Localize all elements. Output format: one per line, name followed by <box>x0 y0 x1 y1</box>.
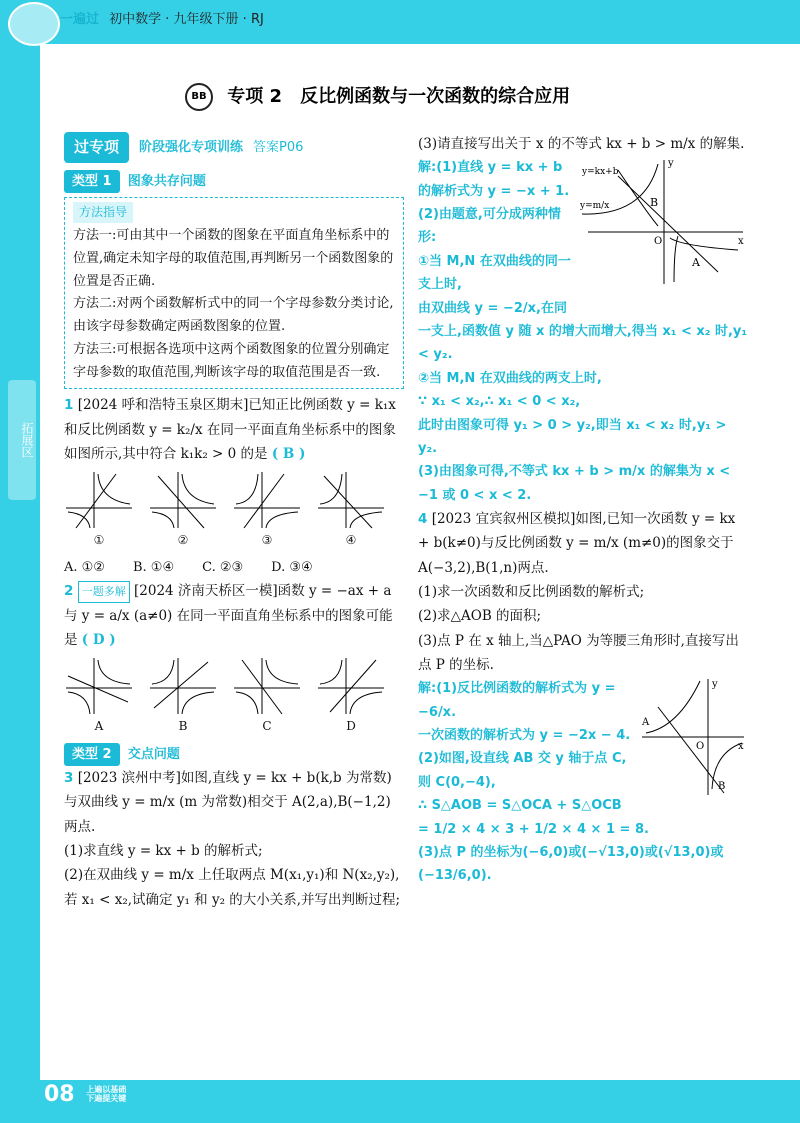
q4-sol-2: 一次函数的解析式为 y = −2x − 4. <box>418 728 631 744</box>
q1-number: 1 <box>64 397 74 414</box>
q2-graph-b <box>148 656 218 738</box>
type2-title: 交点问题 <box>127 746 180 762</box>
q3-number: 3 <box>64 770 74 787</box>
q2-graph-d <box>316 656 386 738</box>
q3-sol-1: 解:(1)直线 y = kx + b 的解析式为 y = −x + 1. <box>418 160 570 199</box>
method-3: 方法三:可根据各选项中这两个函数图象的位置分别确定字母参数的取值范围,判断该字母的取值范围是否一致. <box>73 341 390 380</box>
q3-sol-4: 由双曲线 y = −2/x,在同一支上,函数值 y 随 x 的增大而增大,得当 x₁ < x₂ 时,y₁ < y₂. <box>418 300 748 363</box>
q1-options <box>64 556 404 579</box>
q3-fig-point-b: B <box>650 196 659 210</box>
answer-page-ref: 答案P06 <box>253 139 304 155</box>
type1-label: 类型 1 <box>64 170 120 193</box>
q4-fig-origin: O <box>696 741 705 753</box>
q4-fig-point-a: A <box>642 717 650 729</box>
title-text: 专项 2 反比例函数与一次函数的综合应用 <box>227 86 571 107</box>
section-main-tag: 过专项 <box>64 132 129 163</box>
q1-graph-label-4: ④ <box>345 533 357 548</box>
q3-sol-5: ②当 M,N 在双曲线的两支上时, <box>418 370 602 386</box>
q1-graph-3 <box>232 470 302 552</box>
left-column <box>64 132 404 912</box>
q3-fig-hyper-label: y=m/x <box>580 201 610 212</box>
q4-fig-y-axis: y <box>712 679 718 691</box>
q3-fig-origin: O <box>654 236 663 248</box>
method-1: 方法一:可由其中一个函数的图象在平面直角坐标系中的位置,确定未知字母的取值范围,再判断另一个函数图象的位置是否正确. <box>73 228 394 289</box>
type2-label: 类型 2 <box>64 743 120 766</box>
q1-graph-4 <box>316 470 386 552</box>
section-sub: 阶段强化专项训练 <box>139 139 244 155</box>
q4-part-2: (2)求△AOB 的面积; <box>418 608 542 625</box>
q3-sol-2: (2)由题意,可分成两种情形: <box>418 207 561 246</box>
q1-graph-label-2: ② <box>177 533 189 548</box>
page-header <box>60 8 264 38</box>
brand-name: 一遍过 <box>60 12 100 27</box>
footer-slogan-1: 上遍以基础 <box>86 1085 127 1095</box>
q3-fig-y-axis: y <box>668 158 674 170</box>
page-title <box>185 82 570 111</box>
book-info: 初中数学 · 九年级下册 · RJ <box>109 12 264 27</box>
q3-fig-line-label: y=kx+b <box>582 167 619 178</box>
right-column <box>418 132 748 888</box>
q3-fig-x-axis: x <box>738 236 744 248</box>
type1-header <box>64 169 404 193</box>
q2-text: [2024 济南天桥区一模]函数 y = −ax + a 与 y = a/x (a≠0) 在同一平面直角坐标系中的图象可能是 <box>64 583 393 648</box>
q1-graph-label-1: ① <box>93 533 105 548</box>
q3-figure <box>578 156 748 294</box>
q2-graph-c <box>232 656 302 738</box>
q3-text: [2023 滨州中考]如图,直线 y = kx + b(k,b 为常数)与双曲线 y = m/x (m 为常数)相交于 A(2,a),B(−1,2)两点. <box>64 770 392 835</box>
q4-fig-point-b: B <box>718 781 726 793</box>
section-bar <box>64 132 404 163</box>
footer-slogan <box>86 1086 126 1104</box>
q1-option-d: D. ③④ <box>271 559 313 575</box>
q1-text: [2024 呼和浩特玉泉区期末]已知正比例函数 y = k₁x 和反比例函数 y = k₂/x 在同一平面直角坐标系中的图象如图所示,其中符合 k₁k₂ > 0 的是 <box>64 397 396 462</box>
page-number: 08 <box>44 1082 75 1107</box>
question-3 <box>64 766 404 912</box>
method-tag: 方法指导 <box>73 202 133 223</box>
q3-sol-3: ①当 M,N 在双曲线的同一支上时, <box>418 253 571 293</box>
method-box <box>64 197 404 389</box>
q4-figure <box>638 677 748 805</box>
q2-graph-a <box>64 656 134 738</box>
title-badge-icon: BB <box>185 83 213 111</box>
q2-number: 2 <box>64 583 74 600</box>
q2-answer: ( D ) <box>81 631 116 648</box>
q2-graphs <box>64 656 404 738</box>
q3-sol-8: (3)由图象可得,不等式 kx + b > m/x 的解集为 x < −1 或 0 < x < 2. <box>418 464 731 503</box>
question-2 <box>64 579 404 652</box>
q3-part-3: (3)请直接写出关于 x 的不等式 kx + b > m/x 的解集. <box>418 136 745 152</box>
q1-graph-1 <box>64 470 134 552</box>
q4-sol-3: (2)如图,设直线 AB 交 y 轴于点 C,则 C(0,−4), <box>418 751 627 790</box>
q2-graph-label-c: C <box>262 719 272 734</box>
type1-title: 图象共存问题 <box>127 174 206 189</box>
brand-logo <box>8 2 60 46</box>
q2-graph-label-d: D <box>346 719 356 734</box>
method-2: 方法二:对两个函数解析式中的同一个字母参数分类讨论,由该字母参数确定两函数图象的位置. <box>73 296 394 335</box>
q1-graph-label-3: ③ <box>261 533 273 548</box>
question-1 <box>64 393 404 466</box>
q4-number: 4 <box>418 511 428 528</box>
q1-graph-2 <box>148 470 218 552</box>
q1-answer: ( B ) <box>271 445 306 462</box>
q4-sol-4: ∴ S△AOB = S△OCA + S△OCB = 1/2 × 4 × 3 + 1/2 × 4 × 1 = 8. <box>418 798 649 837</box>
q1-graphs <box>64 470 404 552</box>
q2-tag: 一题多解 <box>78 581 130 603</box>
q1-option-b: B. ①④ <box>132 559 175 575</box>
q2-graph-label-a: A <box>94 719 104 734</box>
q4-part-1: (1)求一次函数和反比例函数的解析式; <box>418 584 645 601</box>
q4-sol-1: 解:(1)反比例函数的解析式为 y = −6/x. <box>418 681 616 720</box>
question-4 <box>418 507 748 677</box>
q3-fig-point-a: A <box>692 256 700 270</box>
q4-part-3: (3)点 P 在 x 轴上,当△PAO 为等腰三角形时,直接写出点 P 的坐标. <box>418 632 739 673</box>
q1-option-a: A. ①② <box>64 559 105 575</box>
footer-slogan-2: 下遍提关键 <box>86 1094 127 1103</box>
q3-part-1: (1)求直线 y = kx + b 的解析式; <box>64 843 263 860</box>
q4-sol-5: (3)点 P 的坐标为(−6,0)或(−√13,0)或(√13,0)或(−13/6,0). <box>418 844 724 884</box>
q3-sol-6: ∵ x₁ < x₂,∴ x₁ < 0 < x₂, <box>418 394 581 410</box>
page-footer <box>44 1082 126 1107</box>
side-tab: 拓展区 <box>8 380 36 500</box>
type2-header <box>64 742 404 766</box>
q4-fig-x-axis: x <box>738 741 744 753</box>
q4-text: [2023 宜宾叙州区模拟]如图,已知一次函数 y = kx + b(k≠0)与反比例函数 y = m/x (m≠0)的图象交于 A(−3,2),B(1,n)两点. <box>418 511 736 576</box>
q2-graph-label-b: B <box>178 719 188 734</box>
q3-part-2: (2)在双曲线 y = m/x 上任取两点 M(x₁,y₁)和 N(x₂,y₂),若 x₁ < x₂,试确定 y₁ 和 y₂ 的大小关系,并写出判断过程; <box>64 867 401 908</box>
q1-option-c: C. ②③ <box>202 559 244 575</box>
q3-sol-7: 此时由图象可得 y₁ > 0 > y₂,即当 x₁ < x₂ 时,y₁ > y₂. <box>418 417 727 456</box>
